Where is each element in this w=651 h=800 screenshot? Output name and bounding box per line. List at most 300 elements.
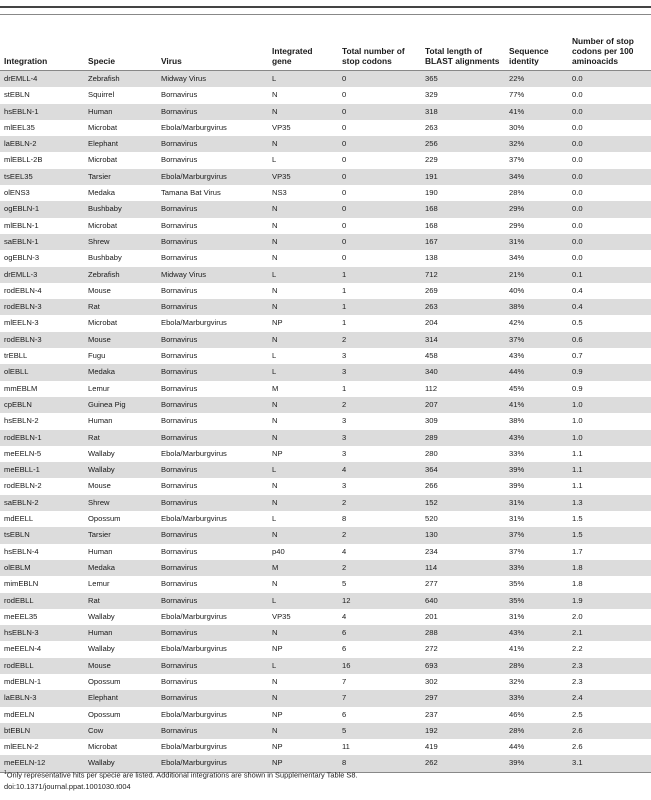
cell-identity: 39% [505,462,568,478]
cell-virus: Ebola/Marburgvirus [157,755,268,772]
cell-stops-per-100: 2.6 [568,723,651,739]
cell-virus: Ebola/Marburgvirus [157,511,268,527]
cell-blast-length: 263 [421,299,505,315]
cell-integration: drEMLL-4 [0,71,84,88]
cell-integration: meEBLL-1 [0,462,84,478]
cell-specie: Shrew [84,495,157,511]
cell-gene: L [268,152,338,168]
table-row [0,511,651,527]
cell-stop-codons: 0 [338,201,421,217]
cell-integration: laEBLN-2 [0,136,84,152]
table-row [0,430,651,446]
table-row [0,381,651,397]
cell-stops-per-100: 0.0 [568,120,651,136]
table-row [0,739,651,755]
table-row [0,234,651,250]
cell-integration: rodEBLN-3 [0,299,84,315]
cell-stop-codons: 0 [338,185,421,201]
cell-virus: Bornavirus [157,364,268,380]
cell-blast-length: 302 [421,674,505,690]
cell-gene: N [268,674,338,690]
cell-stops-per-100: 0.7 [568,348,651,364]
cell-specie: Medaka [84,560,157,576]
cell-gene: VP35 [268,120,338,136]
cell-specie: Zebrafish [84,71,157,88]
cell-gene: NP [268,446,338,462]
cell-gene: N [268,332,338,348]
top-rule [0,6,651,8]
cell-stop-codons: 5 [338,576,421,592]
cell-virus: Ebola/Marburgvirus [157,120,268,136]
cell-stop-codons: 2 [338,397,421,413]
cell-virus: Ebola/Marburgvirus [157,609,268,625]
cell-stop-codons: 0 [338,152,421,168]
cell-gene: NP [268,739,338,755]
cell-virus: Bornavirus [157,136,268,152]
table-row [0,169,651,185]
cell-stops-per-100: 1.1 [568,446,651,462]
cell-identity: 29% [505,218,568,234]
cell-integration: mdEELL [0,511,84,527]
cell-integration: hsEBLN-2 [0,413,84,429]
table-row [0,462,651,478]
cell-stops-per-100: 0.0 [568,234,651,250]
cell-identity: 41% [505,641,568,657]
integration-table [0,15,651,773]
cell-specie: Zebrafish [84,267,157,283]
cell-virus: Bornavirus [157,576,268,592]
table-row [0,478,651,494]
cell-gene: N [268,283,338,299]
cell-integration: rodEBLN-3 [0,332,84,348]
column-header-integrated-gene: Integrated gene [268,15,338,71]
cell-blast-length: 112 [421,381,505,397]
cell-stop-codons: 0 [338,136,421,152]
cell-virus: Bornavirus [157,462,268,478]
table-row [0,527,651,543]
cell-specie: Elephant [84,136,157,152]
cell-identity: 35% [505,576,568,592]
cell-specie: Lemur [84,576,157,592]
cell-blast-length: 237 [421,707,505,723]
cell-integration: mlEBLL-2B [0,152,84,168]
cell-virus: Bornavirus [157,544,268,560]
cell-virus: Bornavirus [157,527,268,543]
cell-blast-length: 168 [421,218,505,234]
cell-stops-per-100: 0.5 [568,315,651,331]
cell-gene: N [268,495,338,511]
cell-blast-length: 138 [421,250,505,266]
cell-identity: 41% [505,104,568,120]
table-row [0,707,651,723]
cell-virus: Bornavirus [157,723,268,739]
cell-integration: hsEBLN-1 [0,104,84,120]
cell-stops-per-100: 2.3 [568,658,651,674]
cell-gene: L [268,511,338,527]
table-row [0,674,651,690]
cell-identity: 34% [505,169,568,185]
cell-specie: Medaka [84,364,157,380]
table-row [0,593,651,609]
cell-stop-codons: 3 [338,446,421,462]
table-body [0,71,651,773]
cell-stop-codons: 8 [338,511,421,527]
cell-blast-length: 263 [421,120,505,136]
cell-identity: 37% [505,152,568,168]
cell-blast-length: 318 [421,104,505,120]
cell-integration: laEBLN-3 [0,690,84,706]
cell-stops-per-100: 0.9 [568,364,651,380]
table-row [0,658,651,674]
cell-virus: Tamana Bat Virus [157,185,268,201]
table-row [0,560,651,576]
column-header-specie: Specie [84,15,157,71]
cell-gene: N [268,201,338,217]
cell-virus: Ebola/Marburgvirus [157,315,268,331]
cell-integration: rodEBLL [0,593,84,609]
cell-blast-length: 640 [421,593,505,609]
cell-stops-per-100: 0.6 [568,332,651,348]
table-row [0,267,651,283]
cell-blast-length: 314 [421,332,505,348]
cell-stops-per-100: 1.7 [568,544,651,560]
cell-stops-per-100: 1.9 [568,593,651,609]
cell-identity: 32% [505,136,568,152]
cell-blast-length: 192 [421,723,505,739]
cell-blast-length: 289 [421,430,505,446]
cell-blast-length: 520 [421,511,505,527]
cell-stops-per-100: 0.0 [568,71,651,88]
table-row [0,544,651,560]
cell-integration: saEBLN-1 [0,234,84,250]
cell-specie: Human [84,104,157,120]
table-row [0,299,651,315]
cell-virus: Bornavirus [157,87,268,103]
cell-blast-length: 458 [421,348,505,364]
cell-identity: 33% [505,690,568,706]
table-row [0,690,651,706]
cell-stops-per-100: 0.4 [568,299,651,315]
cell-specie: Human [84,544,157,560]
cell-virus: Ebola/Marburgvirus [157,169,268,185]
cell-blast-length: 167 [421,234,505,250]
cell-stop-codons: 4 [338,544,421,560]
table-row [0,364,651,380]
cell-integration: mdEELN [0,707,84,723]
cell-stops-per-100: 0.0 [568,152,651,168]
cell-blast-length: 130 [421,527,505,543]
cell-specie: Opossum [84,511,157,527]
cell-identity: 34% [505,250,568,266]
cell-blast-length: 190 [421,185,505,201]
cell-gene: L [268,658,338,674]
cell-blast-length: 419 [421,739,505,755]
cell-stop-codons: 2 [338,332,421,348]
cell-stops-per-100: 1.5 [568,511,651,527]
cell-blast-length: 207 [421,397,505,413]
cell-virus: Bornavirus [157,478,268,494]
cell-specie: Opossum [84,707,157,723]
cell-specie: Human [84,625,157,641]
cell-stops-per-100: 2.1 [568,625,651,641]
cell-specie: Microbat [84,120,157,136]
cell-identity: 22% [505,71,568,88]
table-row [0,625,651,641]
cell-virus: Bornavirus [157,397,268,413]
cell-specie: Wallaby [84,609,157,625]
cell-gene: L [268,593,338,609]
cell-stop-codons: 3 [338,364,421,380]
cell-gene: N [268,250,338,266]
cell-specie: Wallaby [84,446,157,462]
cell-gene: M [268,381,338,397]
cell-blast-length: 277 [421,576,505,592]
table-row [0,348,651,364]
cell-virus: Bornavirus [157,495,268,511]
table-row [0,185,651,201]
cell-blast-length: 712 [421,267,505,283]
cell-stops-per-100: 1.0 [568,397,651,413]
table-row [0,723,651,739]
cell-virus: Bornavirus [157,201,268,217]
cell-integration: drEMLL-3 [0,267,84,283]
cell-identity: 42% [505,315,568,331]
cell-stops-per-100: 0.0 [568,201,651,217]
cell-stop-codons: 0 [338,250,421,266]
cell-stops-per-100: 2.5 [568,707,651,723]
column-header-integration: Integration [0,15,84,71]
cell-identity: 32% [505,674,568,690]
cell-identity: 29% [505,201,568,217]
cell-stops-per-100: 1.1 [568,462,651,478]
cell-virus: Ebola/Marburgvirus [157,739,268,755]
cell-stops-per-100: 2.0 [568,609,651,625]
cell-blast-length: 229 [421,152,505,168]
cell-specie: Human [84,413,157,429]
table-row [0,315,651,331]
cell-blast-length: 168 [421,201,505,217]
cell-virus: Bornavirus [157,413,268,429]
cell-integration: mlEEL35 [0,120,84,136]
table-row [0,250,651,266]
table-row [0,136,651,152]
cell-stops-per-100: 3.1 [568,755,651,772]
cell-stops-per-100: 1.0 [568,413,651,429]
cell-integration: hsEBLN-4 [0,544,84,560]
cell-gene: M [268,560,338,576]
cell-identity: 28% [505,185,568,201]
cell-blast-length: 297 [421,690,505,706]
cell-virus: Bornavirus [157,658,268,674]
cell-specie: Microbat [84,315,157,331]
cell-gene: N [268,136,338,152]
cell-blast-length: 266 [421,478,505,494]
cell-gene: N [268,478,338,494]
cell-blast-length: 262 [421,755,505,772]
cell-identity: 30% [505,120,568,136]
cell-stop-codons: 0 [338,234,421,250]
cell-gene: NS3 [268,185,338,201]
cell-virus: Bornavirus [157,674,268,690]
cell-virus: Bornavirus [157,283,268,299]
cell-integration: mmEBLM [0,381,84,397]
cell-stop-codons: 2 [338,560,421,576]
cell-blast-length: 693 [421,658,505,674]
cell-virus: Bornavirus [157,234,268,250]
cell-blast-length: 114 [421,560,505,576]
cell-integration: meEELN-4 [0,641,84,657]
cell-stop-codons: 7 [338,674,421,690]
cell-stops-per-100: 0.0 [568,136,651,152]
cell-blast-length: 329 [421,87,505,103]
cell-stops-per-100: 0.1 [568,267,651,283]
cell-gene: N [268,413,338,429]
cell-specie: Lemur [84,381,157,397]
cell-specie: Wallaby [84,641,157,657]
cell-stops-per-100: 2.3 [568,674,651,690]
cell-integration: mlEELN-3 [0,315,84,331]
cell-identity: 43% [505,348,568,364]
cell-stops-per-100: 0.0 [568,87,651,103]
cell-integration: trEBLL [0,348,84,364]
cell-virus: Bornavirus [157,152,268,168]
cell-gene: NP [268,707,338,723]
cell-stop-codons: 6 [338,707,421,723]
cell-gene: L [268,462,338,478]
cell-stop-codons: 2 [338,527,421,543]
cell-stop-codons: 3 [338,348,421,364]
cell-gene: N [268,234,338,250]
cell-identity: 31% [505,234,568,250]
cell-virus: Ebola/Marburgvirus [157,707,268,723]
cell-gene: L [268,71,338,88]
cell-specie: Medaka [84,185,157,201]
cell-integration: mlEBLN-1 [0,218,84,234]
header-row [0,15,651,71]
table-row [0,397,651,413]
cell-specie: Elephant [84,690,157,706]
cell-integration: tsEBLN [0,527,84,543]
cell-specie: Wallaby [84,462,157,478]
cell-integration: rodEBLN-4 [0,283,84,299]
cell-identity: 41% [505,397,568,413]
cell-stop-codons: 16 [338,658,421,674]
table-row [0,413,651,429]
cell-stops-per-100: 1.0 [568,430,651,446]
cell-stops-per-100: 1.5 [568,527,651,543]
cell-identity: 31% [505,609,568,625]
cell-stop-codons: 1 [338,283,421,299]
cell-integration: btEBLN [0,723,84,739]
cell-identity: 28% [505,723,568,739]
cell-stops-per-100: 0.4 [568,283,651,299]
cell-stop-codons: 1 [338,315,421,331]
cell-stops-per-100: 0.0 [568,185,651,201]
table-row [0,283,651,299]
cell-specie: Bushbaby [84,250,157,266]
cell-gene: L [268,348,338,364]
cell-gene: N [268,576,338,592]
cell-virus: Bornavirus [157,332,268,348]
cell-identity: 39% [505,478,568,494]
cell-stop-codons: 8 [338,755,421,772]
cell-identity: 43% [505,625,568,641]
cell-gene: L [268,364,338,380]
cell-integration: saEBLN-2 [0,495,84,511]
cell-stops-per-100: 0.9 [568,381,651,397]
cell-specie: Tarsier [84,527,157,543]
cell-specie: Mouse [84,332,157,348]
cell-specie: Wallaby [84,755,157,772]
cell-stops-per-100: 1.3 [568,495,651,511]
cell-integration: ogEBLN-1 [0,201,84,217]
cell-stops-per-100: 0.0 [568,250,651,266]
cell-identity: 44% [505,364,568,380]
cell-stop-codons: 3 [338,478,421,494]
cell-virus: Ebola/Marburgvirus [157,446,268,462]
cell-gene: NP [268,755,338,772]
cell-blast-length: 309 [421,413,505,429]
cell-stop-codons: 2 [338,495,421,511]
cell-stop-codons: 6 [338,625,421,641]
cell-integration: meEELN-5 [0,446,84,462]
cell-specie: Microbat [84,739,157,755]
cell-integration: mdEBLN-1 [0,674,84,690]
cell-gene: VP35 [268,169,338,185]
cell-specie: Rat [84,430,157,446]
cell-gene: N [268,430,338,446]
table-row [0,641,651,657]
cell-stop-codons: 7 [338,690,421,706]
cell-specie: Bushbaby [84,201,157,217]
cell-integration: meEELN-12 [0,755,84,772]
cell-virus: Midway Virus [157,71,268,88]
cell-integration: meEEL35 [0,609,84,625]
cell-integration: rodEBLN-2 [0,478,84,494]
cell-stop-codons: 3 [338,413,421,429]
cell-identity: 37% [505,544,568,560]
cell-blast-length: 364 [421,462,505,478]
table-row [0,218,651,234]
cell-stop-codons: 6 [338,641,421,657]
cell-specie: Mouse [84,283,157,299]
cell-integration: olENS3 [0,185,84,201]
cell-blast-length: 152 [421,495,505,511]
cell-stop-codons: 0 [338,87,421,103]
table-row [0,576,651,592]
cell-integration: cpEBLN [0,397,84,413]
table-row [0,332,651,348]
cell-virus: Bornavirus [157,430,268,446]
cell-integration: hsEBLN-3 [0,625,84,641]
cell-blast-length: 288 [421,625,505,641]
cell-gene: N [268,723,338,739]
cell-stop-codons: 0 [338,104,421,120]
cell-virus: Bornavirus [157,348,268,364]
cell-specie: Mouse [84,478,157,494]
cell-stops-per-100: 1.8 [568,560,651,576]
cell-specie: Rat [84,593,157,609]
cell-integration: mlEELN-2 [0,739,84,755]
cell-gene: NP [268,315,338,331]
cell-identity: 33% [505,560,568,576]
cell-blast-length: 204 [421,315,505,331]
cell-integration: olEBLL [0,364,84,380]
cell-integration: tsEEL35 [0,169,84,185]
cell-blast-length: 340 [421,364,505,380]
column-header-blast-length: Total length of BLAST alignments [421,15,505,71]
cell-stops-per-100: 1.8 [568,576,651,592]
